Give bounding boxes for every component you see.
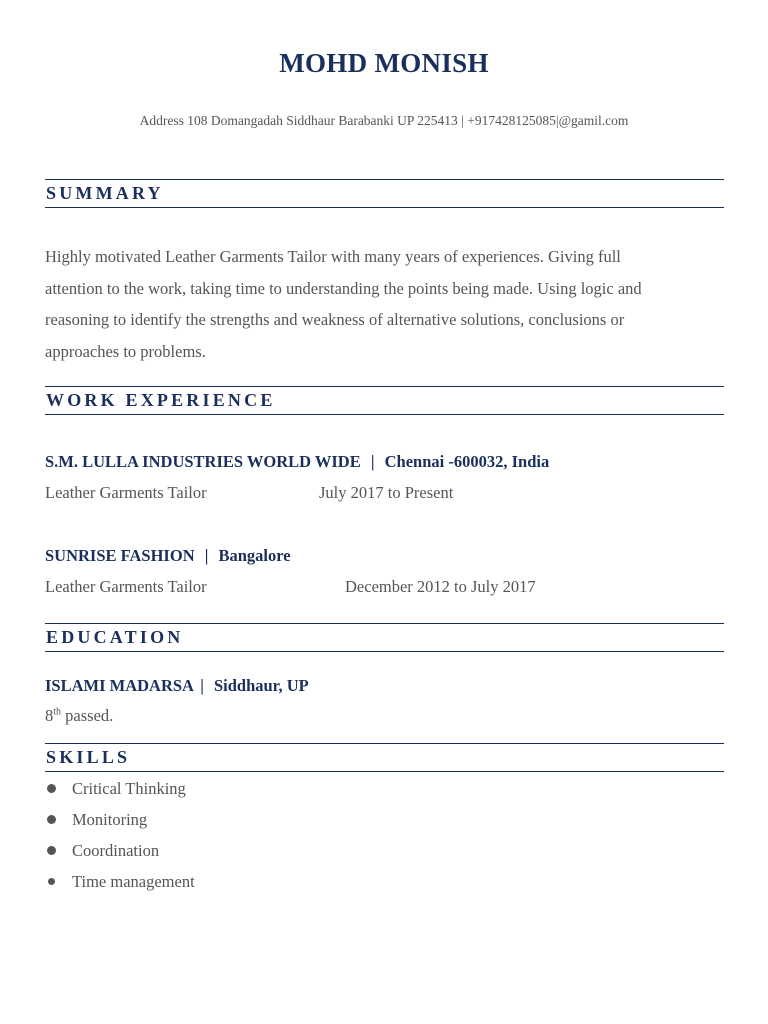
skill-label: Coordination — [72, 841, 160, 860]
candidate-name: MOHD MONISH — [279, 48, 489, 78]
summary-line: attention to the work, taking time to understanding the points being made. Using logic and — [45, 278, 642, 298]
bullet-icon — [47, 784, 56, 793]
bullet-icon — [47, 846, 56, 855]
skill-label: Critical Thinking — [72, 779, 186, 798]
skills-list — [45, 776, 195, 900]
skill-label: Time management — [72, 872, 195, 891]
education-entry-header — [45, 676, 309, 696]
work-section-header — [45, 386, 724, 415]
company-location: Bangalore — [218, 546, 291, 565]
contact-line: Address 108 Domangadah Siddhaur Barabanki UP 225413 | +917428125085|@gamil.com — [139, 113, 629, 128]
summary-line: reasoning to identify the strengths and weakness of alternative solutions, conclusions or — [45, 310, 625, 329]
grade-suffix: th — [53, 706, 62, 718]
job-role: Leather Garments Tailor — [45, 483, 207, 502]
skill-item — [45, 776, 195, 807]
education-grade — [45, 706, 113, 726]
summary-line: Highly motivated Leather Garments Tailor with many years of experiences. Giving full — [45, 247, 621, 266]
grade-text: passed. — [61, 706, 114, 725]
education-section-header — [45, 623, 724, 652]
skill-item — [45, 807, 195, 838]
school-name: ISLAMI MADARSA — [45, 676, 194, 695]
bullet-icon — [48, 878, 55, 885]
separator: | — [370, 452, 375, 471]
summary-section-header — [45, 179, 724, 208]
separator: | — [200, 676, 204, 695]
grade-number: 8 — [45, 706, 54, 725]
summary-heading: SUMMARY — [46, 183, 164, 203]
summary-text — [45, 241, 725, 367]
work-heading: WORK EXPERIENCE — [46, 390, 276, 410]
work-entry-details — [45, 577, 645, 597]
skills-heading: SKILLS — [46, 747, 131, 767]
job-role: Leather Garments Tailor — [45, 577, 207, 596]
company-name: SUNRISE FASHION — [45, 546, 195, 565]
skill-item — [45, 869, 195, 900]
work-entry-header — [45, 452, 549, 472]
bullet-icon — [47, 815, 56, 824]
job-dates: July 2017 to Present — [319, 483, 454, 502]
summary-line: approaches to problems. — [45, 341, 206, 361]
skills-section-header — [45, 743, 724, 772]
job-dates: December 2012 to July 2017 — [345, 577, 536, 596]
education-heading: EDUCATION — [46, 627, 184, 647]
separator: | — [204, 546, 209, 565]
company-location: Chennai -600032, India — [384, 452, 550, 471]
school-location: Siddhaur, UP — [213, 676, 309, 695]
skill-label: Monitoring — [72, 810, 148, 829]
company-name: S.M. LULLA INDUSTRIES WORLD WIDE — [45, 452, 361, 471]
skill-item — [45, 838, 195, 869]
work-entry-header — [45, 546, 291, 566]
work-entry-details — [45, 483, 645, 503]
